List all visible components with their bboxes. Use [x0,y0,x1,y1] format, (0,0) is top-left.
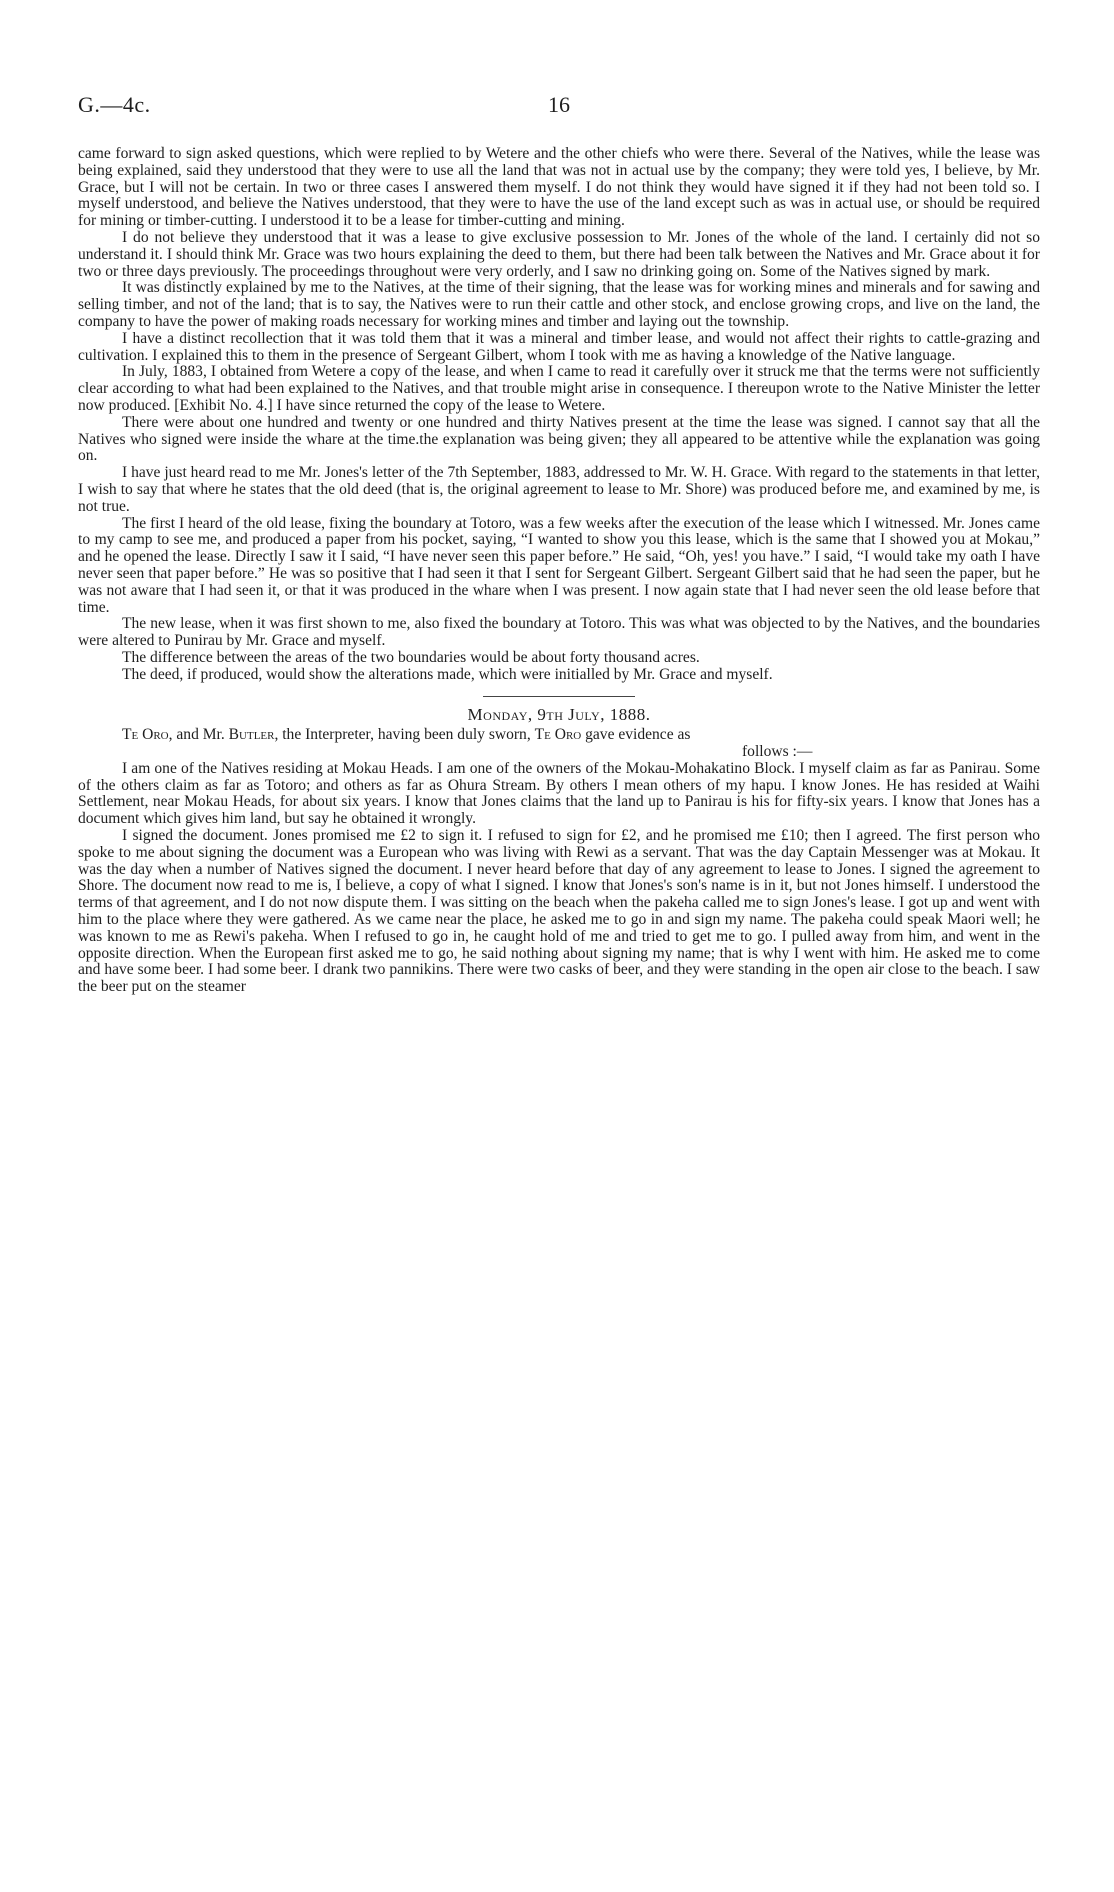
interpreter-name: Butler [228,726,275,744]
paragraph: The difference between the areas of the two boundaries would be about forty thousand acres. [122,648,700,666]
paragraph: I have just heard read to me Mr. Jones's letter of the 7th September, 1883, addressed to Mr. W. H. Grace. With regard to the statements in that letter, I wish to say that where he states that the old deed (that is, the original agreement to lease to Mr. Shore) was produced before me, and examined by me, is not true. [78,464,1040,515]
paragraph: There were about one hundred and twenty or one hundred and thirty Natives present at the time the lease was signed. I cannot say that all the Natives who signed were inside the whare at the time.the explanation was being given; they all appeared to be attentive while the explanation was going on. [78,413,1040,465]
paragraph: I have a distinct recollection that it was told them that it was a mineral and timber lease, and would not affect their rights to cattle-grazing and cultivation. I explained this to them in the presence of Sergeant Gilbert, whom I took with me as having a knowledge of the Native language. [78,329,1040,364]
paragraph: came forward to sign asked questions, which were replied to by Wetere and the other chiefs who were there. Several of the Natives, while the lease was being explained, said they understood that they were to use all the land that was not in actual use by the company; they were told yes, I believe, by Mr. Grace, but I will not be certain. In two or three cases I answered them myself. I do not think they would have signed it if they had not been told so. I myself understood, and believe the Natives understood, that they were to have the use of the land except such as was in actual use, or should be required for mining or timber-cutting. I understood it to be a lease for timber-cutting and mining. [78,145,1040,230]
paragraph: It was distinctly explained by me to the Natives, at the time of their signing, that the lease was for working mines and minerals and for sawing and selling timber, and not of the land; that is to say, the Natives were to run their cattle and other stock, and enclose growing crops, and live on the land, the company to have the power of making roads necessary for working mines and timber and laying out the township. [78,279,1040,330]
page-header [78,92,1036,122]
witness-intro [78,727,1040,744]
witness-name: Te Oro [122,726,169,744]
witness-name: Te Oro [534,726,582,744]
paragraph: I do not believe they understood that it was a lease to give exclusive possession to Mr. Jones of the whole of the land. I certainly did not so understand it. I should think Mr. Grace was two hours explaining the deed to them, but there had been talk between the Natives and Mr. Grace about it for two or three days previously. The proceedings throughout were very orderly, and I saw no drinking going on. Some of the Natives signed by mark. [78,228,1040,280]
section-divider [483,696,635,697]
paragraph: In July, 1883, I obtained from Wetere a copy of the lease, and when I came to read it carefully over it struck me that the terms were not sufficiently clear according to what had been explained to the Natives, and that trouble might arise in consequence. I thereupon wrote to the Native Minister the letter now produced. [Exhibit No. 4.] I have since returned the copy of the lease to Wetere. [78,363,1040,414]
paragraph: I signed the document. Jones promised me £2 to sign it. I refused to sign for £2, and he promised me £10; then I agreed. The first person who spoke to me about signing the document was a European who was living with Rewi as a servant. That was the day Captain Messenger was at Mokau. It was the day when a number of Natives signed the document. I never heard before that day of any agreement to lease to Jones. I signed the agreement to Shore. The document now read to me is, I believe, a copy of what I signed. I know that Jones's son's name is in it, but not Jones himself. I understood the terms of that agreement, and I do not now dispute them. I was sitting on the beach when the pakeha called me to sign Jones's lease. I got up and went with him to the place where they were gathered. As we came near the place, he asked me to go in and sign my name. The pakeha could speak Maori well; he was known to me as Rewi's pakeha. When I refused to go in, he caught hold of me and tried to get me to go. I pulled away from him, and went in the opposite direction. When the European first asked me to go, he said nothing about signing my name; that is why I went with him. He asked me to come and have some beer. I had some beer. I drank two pannikins. There were two casks of beer, and they were standing in the open air close to the beach. I saw the beer put on the steamer [78,827,1040,996]
witness-text: , the Interpreter, having been duly sworn, [274,726,535,744]
witness-text: , and Mr. [168,726,229,744]
paragraph: The deed, if produced, would show the alterations made, which were initialled by Mr. Grace and myself. [122,665,773,683]
page-number: 16 [548,92,570,117]
paragraph: I am one of the Natives residing at Mokau Heads. I am one of the owners of the Mokau-Mohakatino Block. I myself claim as far as Panirau. Some of the others claim as far as Totoro; and others as far as Ohura Stream. By others I mean others of my hapu. I know Jones. He has resided at Waihi Settlement, near Mokau Heads, for about six years. I know that Jones claims that the land up to Panirau is his for fifty-six years. I know that Jones has a document which gives him land, but say he obtained it wrongly. [78,759,1040,828]
witness-text: gave evidence as [581,726,691,744]
date-heading: Monday, 9th July, 1888. [467,704,651,724]
paragraph: The first I heard of the old lease, fixing the boundary at Totoro, was a few weeks after the execution of the lease which I witnessed. Mr. Jones came to my camp to see me, and produced a paper from his pocket, saying, “I wanted to show you this lease, which is the same that I showed you at Mokau,” and he opened the lease. Directly I saw it I said, “I have never seen this paper before.” He said, “Oh, yes! you have.” I said, “I would take my oath I have never seen that paper before.” He was so positive that I had seen it that I sent for Sergeant Gilbert. Sergeant Gilbert said that he had seen the paper, but he was not aware that I had seen it, or that it was produced in the whare when I was present. I now again state that I had never seen the old lease before that time. [78,514,1040,616]
document-reference: G.—4c. [78,92,151,117]
paragraph: The new lease, when it was first shown to me, also fixed the boundary at Totoro. This was what was objected to by the Natives, and the boundaries were altered to Punirau by Mr. Grace and myself. [78,615,1040,650]
body-text [78,146,1040,996]
follows-line: follows :— [742,743,813,761]
